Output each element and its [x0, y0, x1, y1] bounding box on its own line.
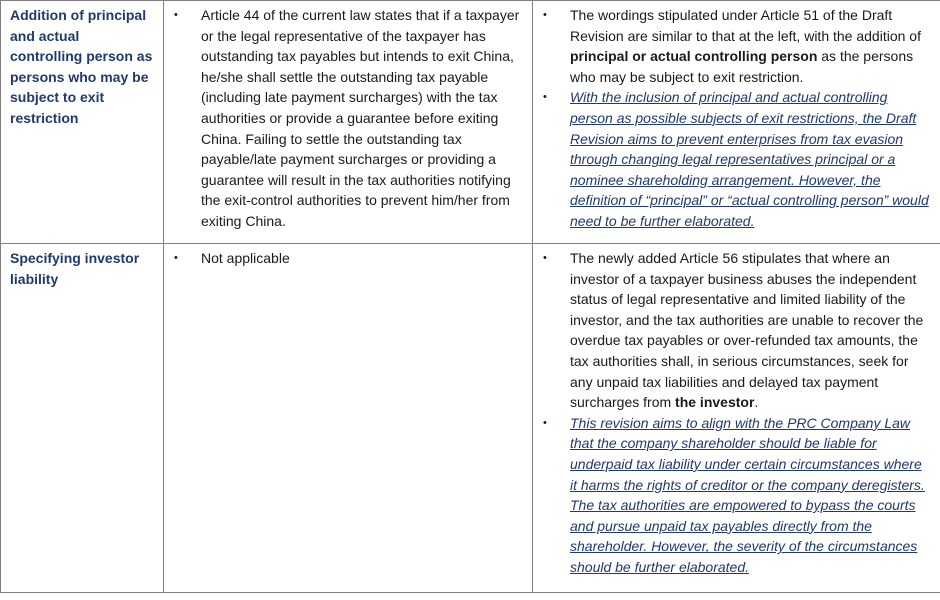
revision-text-end: as the persons who may be subject to exit restriction. [570, 48, 914, 85]
revision-text: The newly added Article 56 stipulates that where an investor of a taxpayer business abuses the independent status of legal representative and limited liability of the investor, and the tax authorities are unable to recover the overdue tax payables or over-refunded tax amounts, the tax authorities shall, in serious circumstances, seek for any unpaid tax liabilities and delayed tax payment surcharges from [570, 250, 924, 411]
revision-text-end: . [754, 394, 759, 411]
revision-emphasis: the investor [675, 394, 755, 411]
current-law-cell [164, 1, 533, 244]
list-item [543, 87, 930, 231]
list-item: • Not applicable [174, 248, 522, 269]
current-law-cell [164, 244, 533, 593]
table-row [1, 1, 940, 244]
topic-label: Specifying investor liability [10, 250, 140, 287]
topic-cell [1, 1, 164, 244]
current-law-list [174, 5, 522, 232]
draft-revision-cell [533, 1, 940, 244]
list-item: • Article 44 of the current law states that if a taxpayer or the legal representative of the taxpayer has outstanding tax payables but intends to exit China, he/she shall settle the outstanding tax payable (including late payment surcharges) with the tax authorities or provide a guarantee before exiting China. Failing to settle the outstanding tax payable/late payment surcharges or providing a guarantee will result in the tax authorities notifying the exit-control authorities to prevent him/her from exiting China. [174, 5, 522, 232]
topic-cell [1, 244, 164, 593]
list-item [543, 413, 930, 578]
revision-emphasis: principal or actual controlling person [570, 48, 818, 65]
list-item [543, 5, 930, 87]
list-item [543, 248, 930, 413]
table-row [1, 244, 940, 593]
revision-text: The wordings stipulated under Article 51 of the Draft Revision are similar to that at the left, with the addition of [570, 7, 921, 44]
draft-revision-cell [533, 244, 940, 593]
revision-comment: With the inclusion of principal and actual controlling person as possible subjects of exit restrictions, the Draft Revision aims to prevent enterprises from tax evasion through changing legal representatives principal or a nominee shareholding arrangement. However, the definition of “principal” or “actual controlling person” would need to be further elaborated. [570, 89, 929, 229]
draft-revision-list [543, 248, 930, 578]
current-law-list [174, 248, 522, 269]
draft-revision-list [543, 5, 930, 232]
revision-comment: This revision aims to align with the PRC Company Law that the company shareholder should be liable for underpaid tax liability under certain circumstances where it harms the rights of creditor or the company deregisters. The tax authorities are empowered to bypass the courts and pursue unpaid tax payables directly from the shareholder. However, the severity of the circumstances should be further elaborated. [570, 414, 925, 575]
topic-label: Addition of principal and actual controlling person as persons who may be subject to exit restriction [10, 7, 153, 126]
